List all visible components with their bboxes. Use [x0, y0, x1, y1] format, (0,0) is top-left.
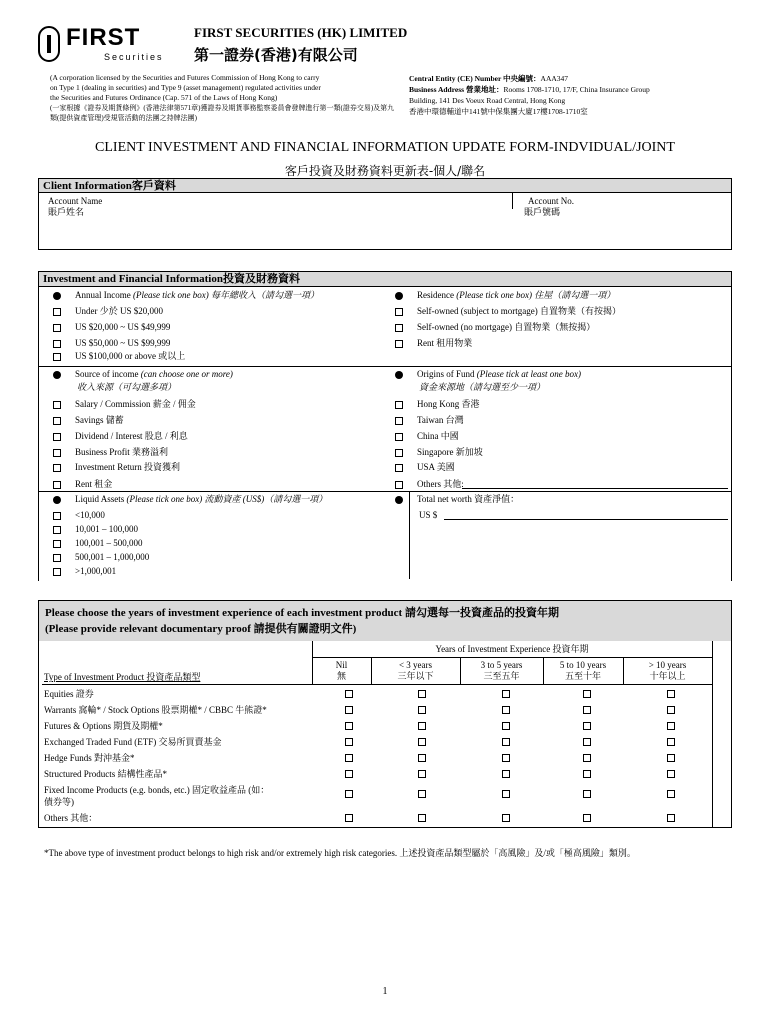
- experience-checkbox[interactable]: [345, 754, 353, 762]
- origin-others-field[interactable]: [462, 488, 728, 489]
- product-label: Others 其他：: [44, 813, 98, 823]
- logo-sub: Securities: [104, 52, 164, 62]
- col-gt10: > 10 years 十年以上: [648, 660, 687, 681]
- experience-checkbox[interactable]: [418, 706, 426, 714]
- years-header: Years of Investment Experience 投資年期: [435, 644, 589, 654]
- experience-checkbox[interactable]: [502, 790, 510, 798]
- source-income-option[interactable]: Rent 租金: [53, 479, 112, 490]
- net-worth-currency: US $: [419, 510, 438, 520]
- checkbox: [53, 417, 61, 425]
- experience-checkbox[interactable]: [418, 790, 426, 798]
- form-title-en: CLIENT INVESTMENT AND FINANCIAL INFORMATION UPDATE FORM-INDVIDUAL/JOINT: [95, 140, 675, 155]
- account-name-label: Account Name 賬戶姓名: [48, 196, 103, 217]
- bullet-icon: [53, 371, 61, 379]
- risk-footnote: *The above type of investment product belongs to high risk and/or extremely high risk categories. 上述投資產品類型屬於「高風險」及/或「極高風險」類別。: [44, 848, 636, 858]
- checkbox: [395, 324, 403, 332]
- experience-checkbox[interactable]: [418, 690, 426, 698]
- experience-checkbox[interactable]: [667, 754, 675, 762]
- logo-word: FIRST: [66, 24, 141, 51]
- page-number: 1: [382, 986, 388, 997]
- col-5to10: 5 to 10 years 五至十年: [559, 660, 607, 681]
- bullet-icon: [395, 371, 403, 379]
- license-statement: (A corporation licensed by the Securities and Futures Commission of Hong Kong to carry on Type 1 (dealing in securities) and Type 9 (asset management) regulated activities under the Securities and Futures Ordinance (Cap. 571 of the Laws of Hong Kong) (一家根據《證券及期貨條例》(香港法律第571章)獲證券及期貨事務監察委員會發牌進行第一類(證券交易)及第九 類(提供資產管理)受規管活動的法團之持牌法團): [50, 73, 395, 122]
- experience-checkbox[interactable]: [583, 722, 591, 730]
- bullet-icon: [395, 292, 403, 300]
- experience-checkbox[interactable]: [667, 770, 675, 778]
- experience-heading: Please choose the years of investment experience of each investment product 請勾選每一投資產品的投資年期 (Please provide relevant documentary proof 請提供有關證明文件): [39, 601, 731, 641]
- checkbox: [395, 481, 403, 489]
- checkbox: [395, 340, 403, 348]
- experience-checkbox[interactable]: [418, 814, 426, 822]
- source-income-zh: 收入來源（可勾選多項）: [77, 382, 177, 392]
- source-income-heading: Source of income (can choose one or more): [53, 369, 233, 380]
- experience-checkbox[interactable]: [418, 722, 426, 730]
- bullet-icon: [395, 496, 403, 504]
- checkbox: [53, 540, 61, 548]
- product-label-line2: 債券等): [44, 797, 74, 807]
- checkbox: [53, 554, 61, 562]
- company-logo-mark: [38, 26, 60, 62]
- source-income-option[interactable]: Dividend / Interest 股息 / 利息: [53, 431, 188, 442]
- source-income-option[interactable]: Business Profit 業務溢利: [53, 447, 168, 458]
- experience-checkbox[interactable]: [583, 754, 591, 762]
- account-no-field[interactable]: [570, 206, 725, 246]
- source-income-option[interactable]: Salary / Commission 薪金 / 佣金: [53, 399, 196, 410]
- experience-checkbox[interactable]: [345, 722, 353, 730]
- experience-checkbox[interactable]: [502, 690, 510, 698]
- checkbox: [53, 526, 61, 534]
- annual-income-option[interactable]: US $20,000 ~ US $49,999: [53, 322, 170, 333]
- checkbox: [53, 481, 61, 489]
- liquid-assets-heading: Liquid Assets (Please tick one box) 流動資產 (US$)（請勾選一項）: [53, 494, 327, 505]
- experience-checkbox[interactable]: [418, 738, 426, 746]
- experience-checkbox[interactable]: [583, 790, 591, 798]
- experience-checkbox[interactable]: [667, 690, 675, 698]
- net-worth-field[interactable]: [444, 519, 728, 520]
- annual-income-option[interactable]: Under 少於 US $20,000: [53, 306, 163, 317]
- checkbox: [53, 449, 61, 457]
- experience-checkbox[interactable]: [502, 814, 510, 822]
- liquid-assets-option[interactable]: >1,000,001: [53, 566, 116, 577]
- checkbox: [53, 433, 61, 441]
- annual-income-option[interactable]: US $50,000 ~ US $99,999: [53, 338, 170, 349]
- source-income-option[interactable]: Investment Return 投資獲利: [53, 462, 180, 473]
- product-label: Fixed Income Products (e.g. bonds, etc.) 固定收益產品 (如：: [44, 785, 270, 795]
- experience-checkbox[interactable]: [583, 690, 591, 698]
- origin-fund-option[interactable]: China 中國: [395, 431, 459, 442]
- source-income-option[interactable]: Savings 儲蓄: [53, 415, 124, 426]
- origin-fund-option[interactable]: Singapore 新加坡: [395, 447, 483, 458]
- experience-checkbox[interactable]: [502, 770, 510, 778]
- experience-checkbox[interactable]: [345, 770, 353, 778]
- checkbox: [53, 308, 61, 316]
- origin-fund-option[interactable]: Taiwan 台灣: [395, 415, 464, 426]
- origin-fund-heading: Origins of Fund (Please tick at least one box): [395, 369, 581, 380]
- company-address-block: Central Entity (CE) Number 中央編號：AAA347 Business Address 營業地址：Rooms 1708-1710, 17/F, China Insurance Group Building, 141 Des Voeux Road Central, Hong Kong 香港中環德輔道中141號中保集團大廈17樓1708-1710室: [409, 74, 650, 116]
- experience-checkbox[interactable]: [667, 706, 675, 714]
- experience-checkbox[interactable]: [667, 814, 675, 822]
- experience-checkbox[interactable]: [667, 790, 675, 798]
- residence-option[interactable]: Rent 租用物業: [395, 338, 472, 349]
- experience-checkbox[interactable]: [418, 754, 426, 762]
- client-info-heading: Client Information客戶資料: [39, 179, 731, 193]
- residence-option[interactable]: Self-owned (no mortgage) 自置物業（無按揭）: [395, 322, 595, 333]
- experience-checkbox[interactable]: [345, 706, 353, 714]
- experience-checkbox[interactable]: [667, 738, 675, 746]
- residence-heading: Residence (Please tick one box) 住屋（請勾選一項）: [395, 290, 615, 301]
- company-name-zh: 第一證券(香港)有限公司: [194, 46, 358, 64]
- product-label: Structured Products 結構性產品*: [44, 769, 167, 779]
- form-title-zh: 客戶投資及財務資料更新表-個人/聯名: [284, 164, 486, 178]
- checkbox: [53, 512, 61, 520]
- bullet-icon: [53, 496, 61, 504]
- col-3to5: 3 to 5 years 三至五年: [480, 660, 523, 681]
- origin-fund-option[interactable]: Hong Kong 香港: [395, 399, 480, 410]
- col-nil: Nil 無: [335, 660, 348, 681]
- origin-fund-option[interactable]: USA 美國: [395, 462, 455, 473]
- type-header: Type of Investment Product 投資產品類型: [44, 672, 201, 682]
- checkbox: [395, 401, 403, 409]
- account-no-label: Account No. 賬戶號碼: [524, 196, 574, 217]
- annual-income-option[interactable]: US $100,000 or above 或以上: [53, 351, 185, 362]
- checkbox: [395, 417, 403, 425]
- experience-checkbox[interactable]: [502, 738, 510, 746]
- col-lt3: < 3 years 三年以下: [397, 660, 434, 681]
- liquid-assets-option[interactable]: 500,001 – 1,000,000: [53, 552, 149, 563]
- inv-fin-section: [38, 271, 732, 581]
- product-label: Equities 證券: [44, 689, 94, 699]
- annual-income-heading: Annual Income (Please tick one box) 每年總收入（請勾選一項）: [53, 290, 319, 301]
- checkbox: [395, 308, 403, 316]
- checkbox: [53, 324, 61, 332]
- checkbox: [53, 568, 61, 576]
- checkbox: [53, 401, 61, 409]
- checkbox: [53, 353, 61, 361]
- bullet-icon: [53, 292, 61, 300]
- experience-checkbox[interactable]: [583, 738, 591, 746]
- experience-checkbox[interactable]: [502, 706, 510, 714]
- residence-option[interactable]: Self-owned (subject to mortgage) 自置物業（有按揭）: [395, 306, 621, 317]
- product-label: Futures & Options 期貨及期權*: [44, 721, 163, 731]
- experience-checkbox[interactable]: [667, 722, 675, 730]
- checkbox: [53, 340, 61, 348]
- experience-checkbox[interactable]: [345, 690, 353, 698]
- company-name-en: FIRST SECURITIES (HK) LIMITED: [194, 25, 408, 40]
- origin-fund-option[interactable]: Others 其他:: [395, 479, 464, 490]
- product-label: Warrants 窩輪* / Stock Options 股票期權* / CBBC 牛熊證*: [44, 705, 267, 715]
- experience-checkbox[interactable]: [583, 706, 591, 714]
- experience-checkbox[interactable]: [345, 814, 353, 822]
- liquid-assets-option[interactable]: <10,000: [53, 510, 105, 521]
- liquid-assets-option[interactable]: 100,001 – 500,000: [53, 538, 143, 549]
- experience-checkbox[interactable]: [345, 790, 353, 798]
- checkbox: [53, 464, 61, 472]
- net-worth-heading: Total net worth 資產淨值：: [395, 494, 519, 505]
- checkbox: [395, 433, 403, 441]
- experience-checkbox[interactable]: [345, 738, 353, 746]
- account-name-field[interactable]: [100, 206, 500, 246]
- product-label: Hedge Funds 對沖基金*: [44, 753, 135, 763]
- liquid-assets-option[interactable]: 10,001 – 100,000: [53, 524, 138, 535]
- experience-checkbox[interactable]: [502, 754, 510, 762]
- origin-fund-zh: 資金來源地（請勾選至少一項）: [419, 382, 546, 392]
- checkbox: [395, 449, 403, 457]
- experience-checkbox[interactable]: [583, 814, 591, 822]
- experience-checkbox[interactable]: [418, 770, 426, 778]
- experience-checkbox[interactable]: [583, 770, 591, 778]
- experience-checkbox[interactable]: [502, 722, 510, 730]
- checkbox: [395, 464, 403, 472]
- inv-fin-heading: Investment and Financial Information投資及財務資料: [39, 272, 731, 287]
- product-label: Exchanged Traded Fund (ETF) 交易所買賣基金: [44, 737, 222, 747]
